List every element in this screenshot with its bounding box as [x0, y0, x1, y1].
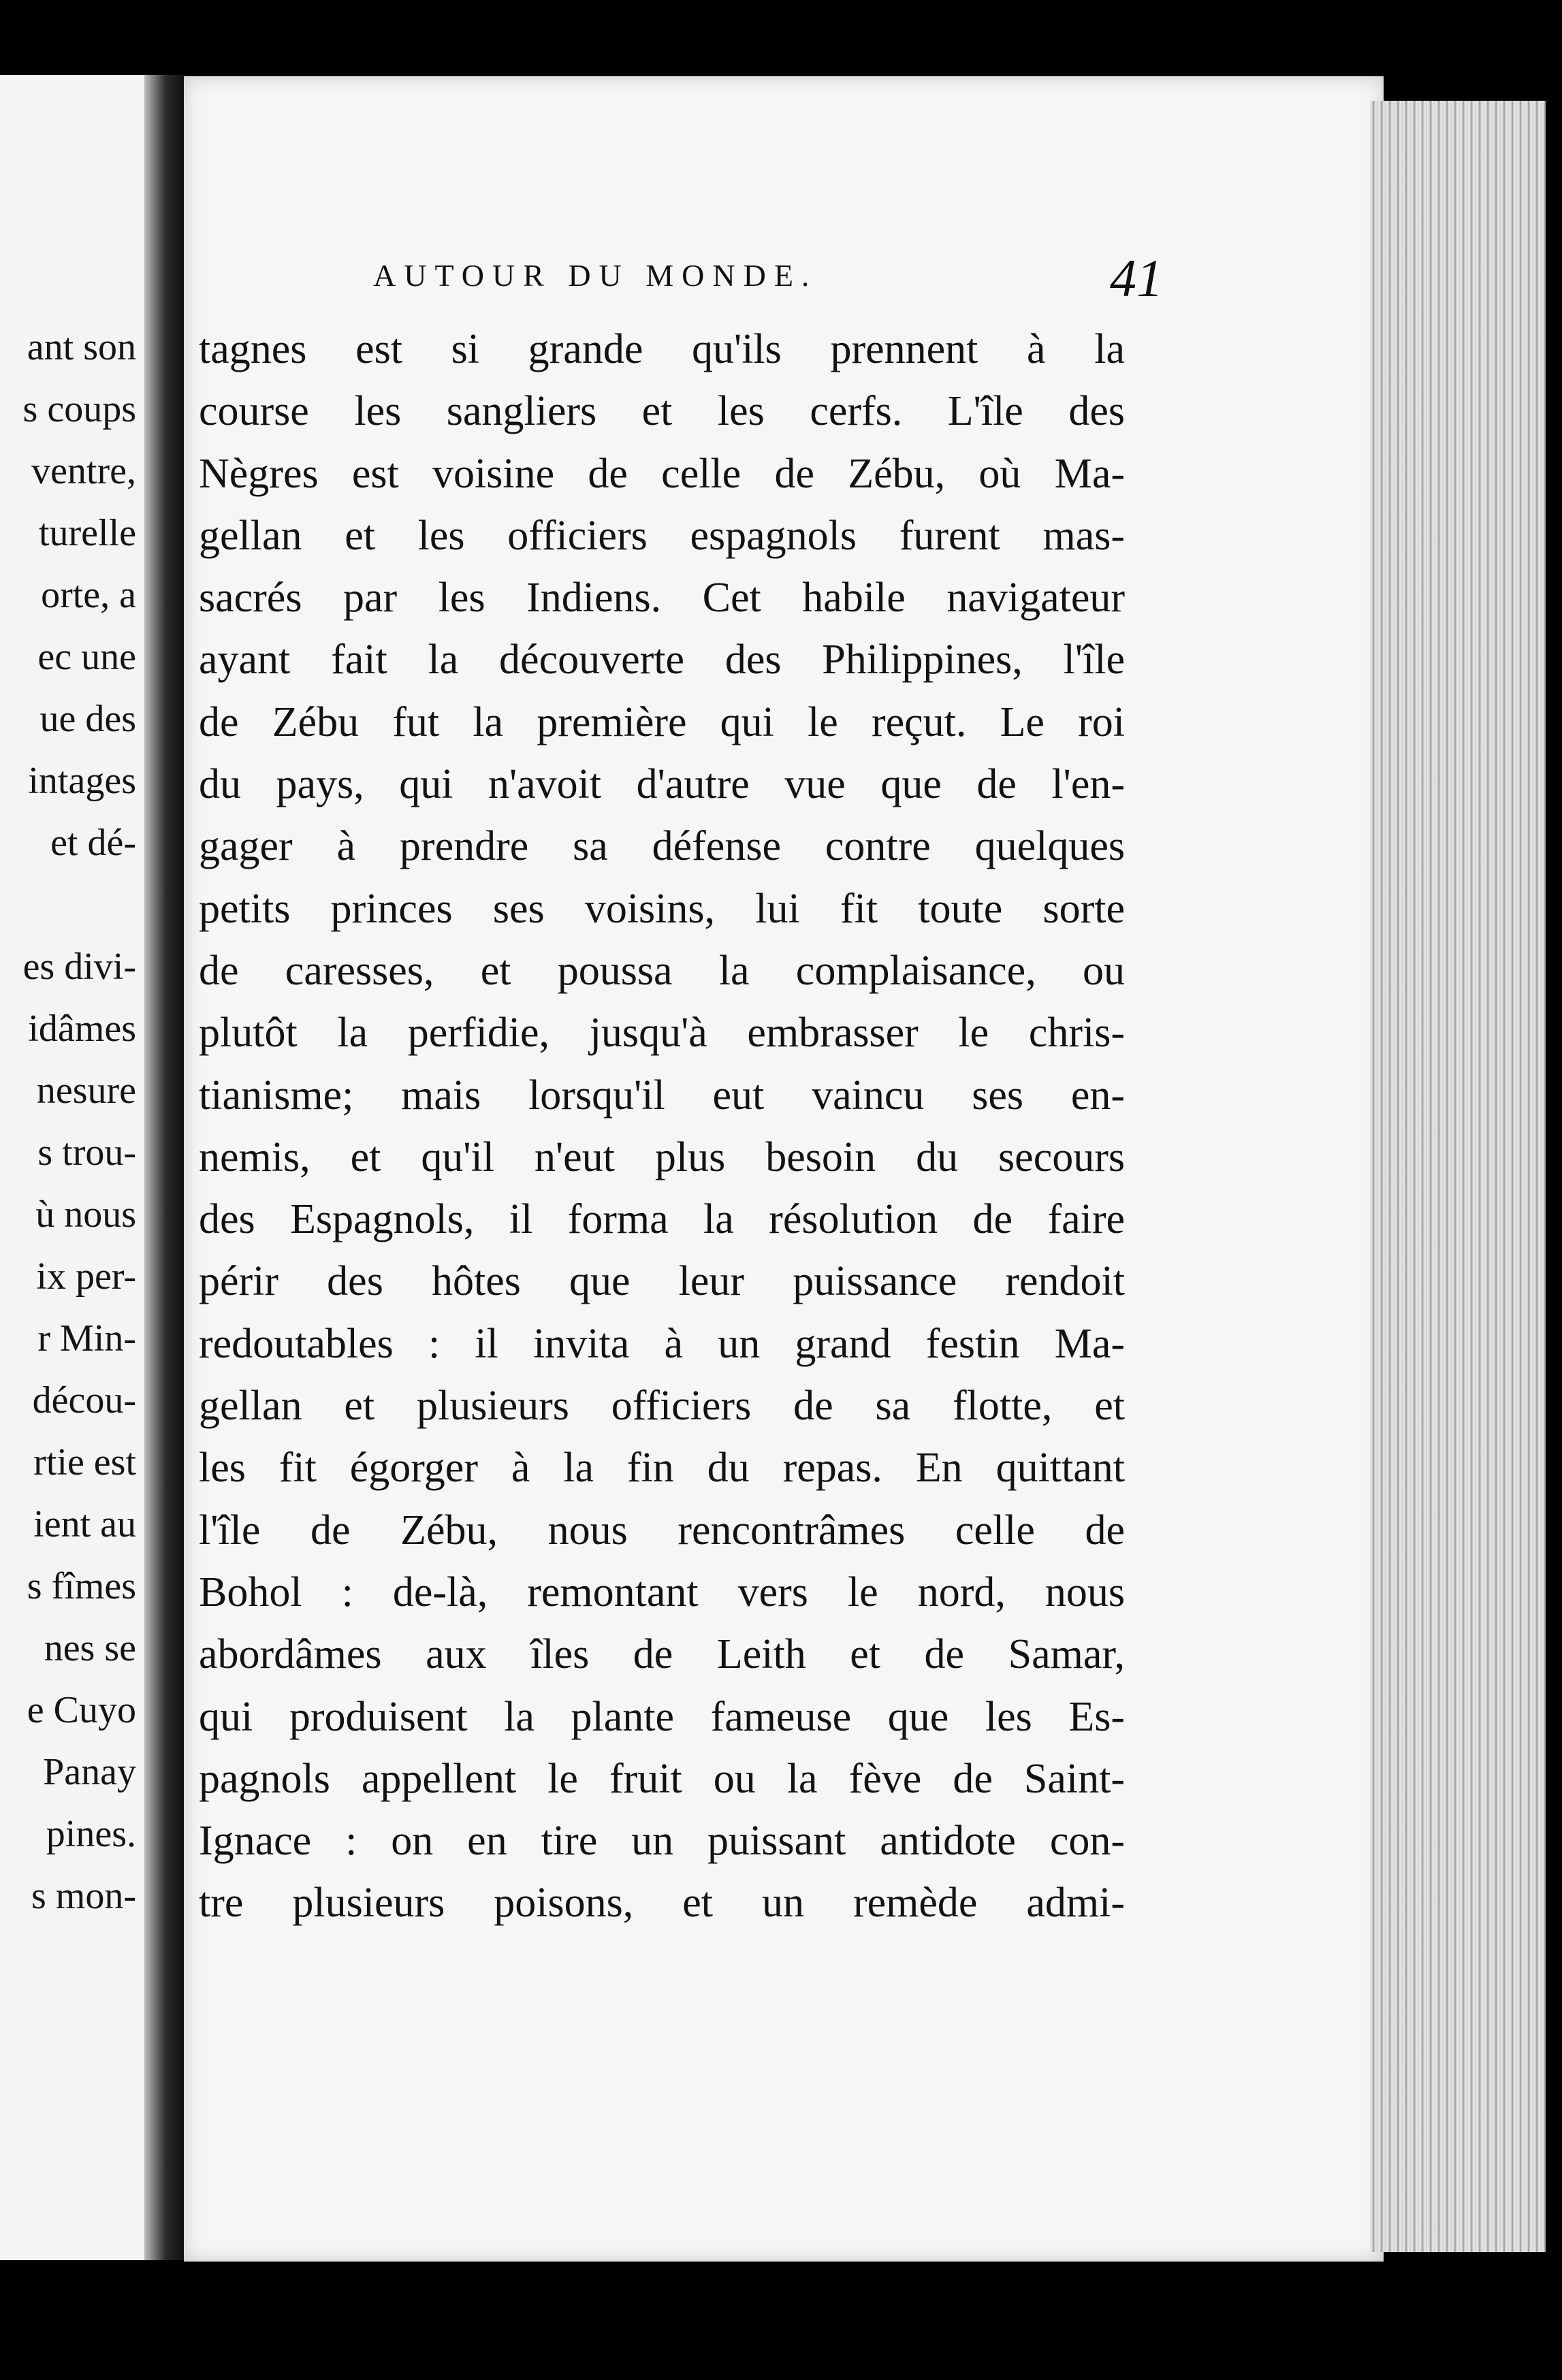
- running-head: AUTOUR DU MONDE.: [373, 258, 818, 293]
- text-line: tagnes est si grande qu'ils prennent à la: [199, 326, 1125, 372]
- facing-text-line: pines.: [46, 1813, 136, 1855]
- facing-text-line: ue des: [39, 698, 136, 740]
- facing-text-line: décou-: [32, 1379, 136, 1421]
- facing-text-line: s coups: [22, 388, 136, 430]
- facing-text-line: ient au: [33, 1503, 136, 1545]
- facing-text-line: Panay: [43, 1751, 136, 1793]
- text-line: de caresses, et poussa la complaisance, ou: [199, 947, 1125, 994]
- text-line: gellan et les officiers espagnols furent mas-: [199, 512, 1125, 559]
- facing-text-line: ec une: [37, 636, 136, 678]
- facing-text-line: rtie est: [33, 1441, 136, 1483]
- text-line: petits princes ses voisins, lui fit toute sorte: [199, 885, 1125, 932]
- facing-text-line: [23, 874, 136, 936]
- text-line: les fit égorger à la fin du repas. En quittant: [199, 1445, 1125, 1492]
- text-line: périr des hôtes que leur puissance rendoit: [199, 1258, 1125, 1305]
- text-line: qui produisent la plante fameuse que les Es-: [199, 1693, 1125, 1740]
- page-header: [373, 248, 1163, 308]
- text-line: course les sangliers et les cerfs. L'île des: [199, 388, 1125, 435]
- text-line: pagnols appellent le fruit ou la fève de Saint-: [199, 1755, 1125, 1802]
- facing-text-line: s mon-: [31, 1875, 136, 1917]
- text-line: abordâmes aux îles de Leith et de Samar,: [199, 1631, 1125, 1678]
- facing-text-line: es divi-: [22, 946, 136, 988]
- facing-text-line: ix per-: [36, 1255, 136, 1298]
- facing-text-line: ant son: [27, 326, 136, 368]
- page-edges: [1370, 101, 1546, 2252]
- text-line: tianisme; mais lorsqu'il eut vaincu ses en-: [199, 1072, 1125, 1119]
- facing-text-line: ventre,: [31, 450, 136, 492]
- facing-text-line: orte, a: [41, 574, 136, 616]
- facing-text-line: s trou-: [37, 1131, 136, 1174]
- text-line: redoutables : il invita à un grand festin Ma-: [199, 1320, 1125, 1367]
- text-line: gellan et plusieurs officiers de sa flotte, et: [199, 1383, 1125, 1430]
- text-line: du pays, qui n'avoit d'autre vue que de l'en-: [199, 761, 1125, 808]
- text-line: gager à prendre sa défense contre quelques: [199, 823, 1125, 870]
- facing-text-line: turelle: [38, 512, 136, 554]
- facing-text-line: e Cuyo: [27, 1689, 136, 1731]
- facing-text-line: intages: [28, 760, 136, 802]
- facing-text-line: idâmes: [28, 1008, 136, 1050]
- facing-text-line: ù nous: [35, 1193, 136, 1236]
- facing-text-line: r Min-: [37, 1317, 136, 1360]
- text-line: ayant fait la découverte des Philippines, l'île: [199, 637, 1125, 684]
- text-line: nemis, et qu'il n'eut plus besoin du secours: [199, 1133, 1125, 1180]
- text-line: l'île de Zébu, nous rencontrâmes celle de: [199, 1507, 1125, 1554]
- facing-text-line: s fîmes: [27, 1565, 136, 1607]
- facing-page-fragment: [0, 75, 155, 2260]
- text-line: des Espagnols, il forma la résolution de faire: [199, 1196, 1125, 1243]
- text-line: Bohol : de-là, remontant vers le nord, nous: [199, 1569, 1125, 1615]
- text-line: de Zébu fut la première qui le reçut. Le roi: [199, 698, 1125, 745]
- facing-text-line: nesure: [36, 1070, 136, 1112]
- text-line: tre plusieurs poisons, et un remède admi-: [199, 1880, 1125, 1927]
- text-line: Ignace : on en tire un puissant antidote con-: [199, 1818, 1125, 1865]
- facing-text-line: nes se: [44, 1627, 136, 1669]
- facing-text-line: et dé-: [50, 822, 136, 864]
- text-line: Nègres est voisine de celle de Zébu, où Ma-: [199, 450, 1125, 497]
- text-line: sacrés par les Indiens. Cet habile navigateur: [199, 575, 1125, 622]
- page-number: 41: [1110, 248, 1163, 308]
- body-text: [199, 319, 1125, 1935]
- facing-page-lines: [23, 317, 136, 1927]
- text-line: plutôt la perfidie, jusqu'à embrasser le chris-: [199, 1010, 1125, 1057]
